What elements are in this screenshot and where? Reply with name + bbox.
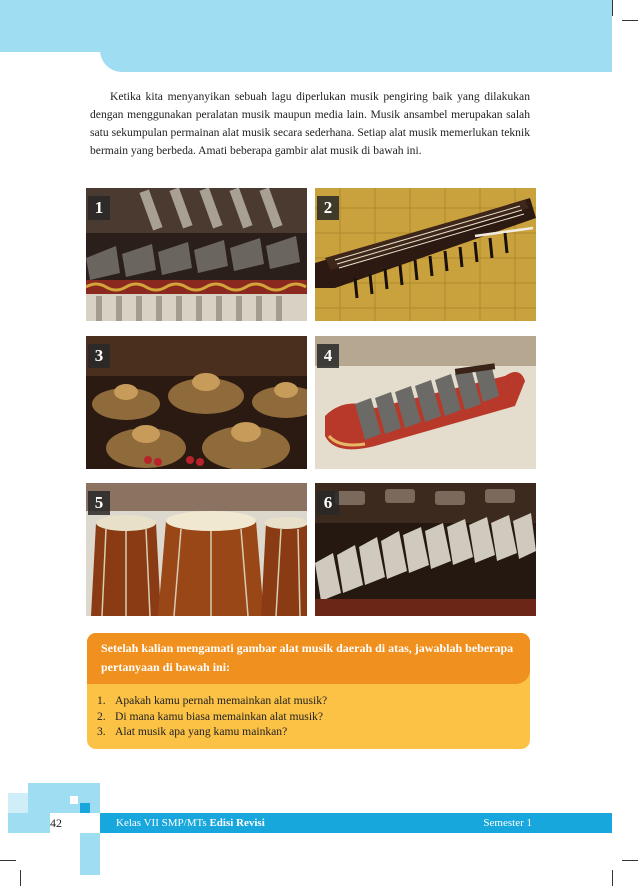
saron-illustration bbox=[86, 188, 307, 321]
intro-text: Ketika kita menyanyikan sebuah lagu diperlukan musik pengiring baik yang dilakukan dengan menggunakan peralatan musik maupun media lain. Musik ansambel merupakan salah satu sekumpulan permainan alat musik secara sederhana. Setiap alat musik memerlukan teknik bermain yang berbeda. Amati beberapa gambir alat musik di bawah ini. bbox=[90, 90, 530, 157]
photo-number-5: 5 bbox=[88, 491, 110, 515]
crop-mark bbox=[612, 870, 613, 886]
header-notch bbox=[0, 52, 100, 72]
footer-book-title: Kelas VII SMP/MTs Edisi Revisi bbox=[116, 817, 265, 829]
crop-mark bbox=[622, 20, 638, 21]
instrument-photo-3 bbox=[86, 336, 307, 469]
crop-mark bbox=[612, 0, 613, 16]
footer-decoration bbox=[8, 813, 50, 833]
header-tab bbox=[100, 30, 612, 72]
photo-number-4: 4 bbox=[317, 344, 339, 368]
crop-mark bbox=[622, 860, 638, 861]
gambang-illustration bbox=[315, 336, 536, 469]
question-box bbox=[87, 633, 530, 749]
footer-edition: Edisi Revisi bbox=[209, 817, 265, 829]
question-item: 3. Alat musik apa yang kamu mainkan? bbox=[97, 725, 288, 738]
footer-bar bbox=[100, 813, 612, 833]
kendang-illustration bbox=[86, 483, 307, 616]
instrument-photo-4 bbox=[315, 336, 536, 469]
bonang-illustration bbox=[86, 336, 307, 469]
crop-mark bbox=[20, 870, 21, 886]
footer-decoration bbox=[80, 833, 100, 875]
photo-number-6: 6 bbox=[317, 491, 339, 515]
question-item: 1. Apakah kamu pernah memainkan alat musik? bbox=[97, 694, 328, 707]
photo-number-3: 3 bbox=[88, 344, 110, 368]
question-heading: Setelah kalian mengamati gambar alat musik daerah di atas, jawablah beberapa pertanyaan di bawah ini: bbox=[87, 633, 530, 684]
question-list bbox=[87, 693, 530, 740]
instrument-photo-1 bbox=[86, 188, 307, 321]
question-item: 2. Di mana kamu biasa memainkan alat musik? bbox=[97, 709, 323, 723]
footer-semester: Semester 1 bbox=[483, 817, 532, 829]
intro-paragraph bbox=[90, 88, 530, 160]
photo-number-1: 1 bbox=[88, 196, 110, 220]
footer-decoration bbox=[80, 803, 90, 813]
instrument-photo-2 bbox=[315, 188, 536, 321]
instrument-photo-5 bbox=[86, 483, 307, 616]
page-number: 42 bbox=[50, 816, 62, 830]
instrument-photo-6 bbox=[315, 483, 536, 616]
gamelan-illustration bbox=[315, 483, 536, 616]
crop-mark bbox=[0, 860, 16, 861]
footer-decoration bbox=[8, 793, 28, 813]
footer-decoration bbox=[70, 796, 78, 804]
photo-number-2: 2 bbox=[317, 196, 339, 220]
kecapi-illustration bbox=[315, 188, 536, 321]
